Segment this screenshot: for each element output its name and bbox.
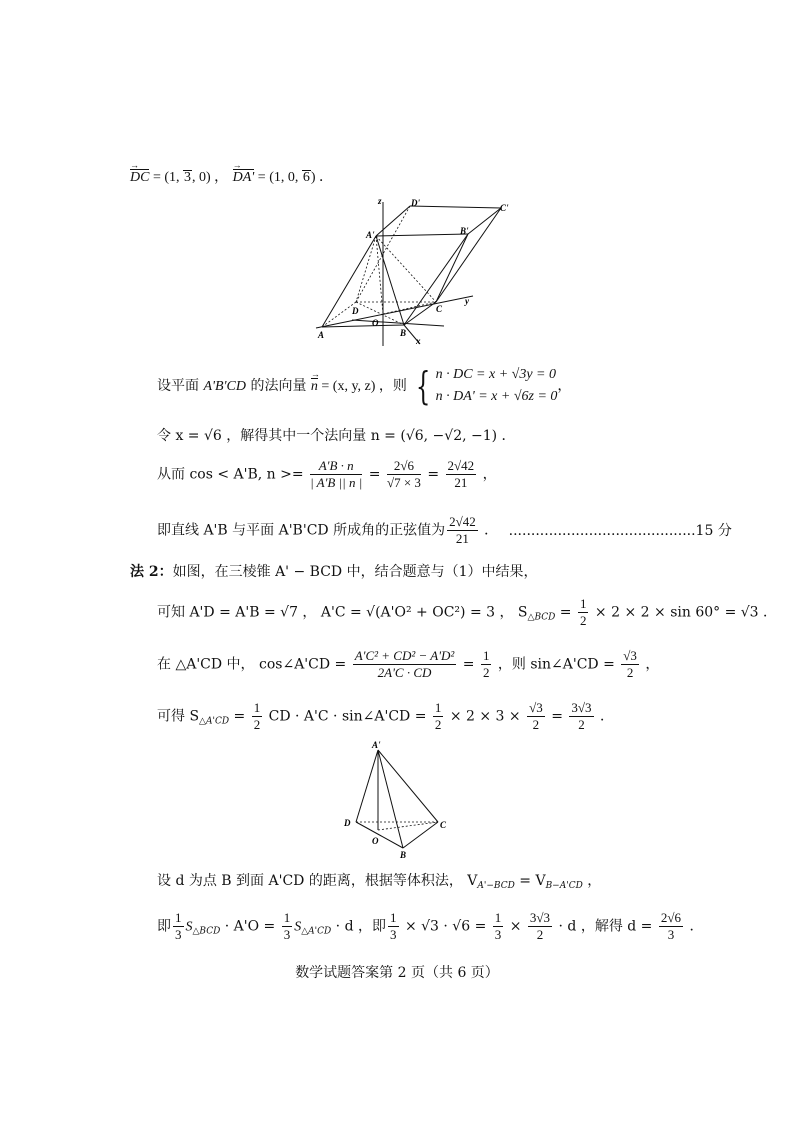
denominator: 21	[454, 475, 468, 490]
denominator: 3	[390, 927, 397, 942]
text-seg: × 2 × 3 ×	[445, 708, 526, 725]
vector-da-prime: DA' →	[233, 170, 255, 186]
label-d: D	[352, 306, 359, 316]
numerator: 3√3	[571, 700, 592, 715]
fraction	[310, 458, 362, 491]
fraction	[493, 910, 504, 943]
label-a-prime: A'	[366, 230, 375, 240]
text-seg: × 2 × 2 × sin 60° = √3 ．	[590, 604, 778, 621]
label-o: O	[372, 836, 379, 846]
label-c: C	[440, 820, 447, 830]
fraction	[659, 910, 683, 943]
cosine-line	[157, 458, 497, 491]
numerator: 1	[253, 700, 261, 715]
subscript: A'−BCD	[477, 881, 515, 891]
vector-dc: DC →	[130, 170, 149, 186]
denominator: 2	[626, 665, 634, 680]
label-o: O	[372, 318, 379, 328]
label-x: x	[416, 336, 421, 346]
fraction	[528, 910, 552, 943]
text-seg: 即直线 A'B 与平面 A'B'CD 所成角的正弦值为	[157, 522, 446, 539]
equation-1: n · DC = x + √3y = 0	[435, 367, 556, 382]
text-seg: ，	[557, 378, 572, 394]
edge-aa	[322, 236, 376, 327]
numerator: A'B · n	[310, 458, 362, 475]
solution-line	[157, 425, 516, 445]
denominator: 2A'C · CD	[377, 665, 432, 680]
text-seg: ，	[478, 466, 497, 483]
denominator: 2	[253, 717, 261, 732]
subscript: △BCD	[192, 926, 221, 937]
label-a-prime: A'	[372, 740, 381, 750]
denominator: 2	[579, 613, 587, 628]
label-d-prime: D'	[411, 198, 420, 208]
denominator: √7 × 3	[386, 475, 421, 490]
text-seg: 设 d 为点 B 到面 A'CD 的距离，根据等体积法， V	[157, 873, 478, 889]
fraction	[173, 910, 184, 943]
label-a: A	[318, 330, 325, 340]
numerator: √3	[529, 700, 543, 715]
text-seg: 的法向量	[246, 378, 311, 394]
text-seg: CD · A'C · sin∠A'CD =	[264, 708, 431, 725]
denominator: 3	[175, 927, 182, 942]
denominator: 3	[494, 927, 502, 942]
fraction	[446, 458, 477, 491]
text-seg: =	[364, 466, 385, 483]
edge-dc-prime	[410, 206, 501, 208]
vector-values-line	[130, 166, 333, 186]
numerator: 1	[434, 700, 442, 715]
equal-volume-line	[157, 870, 601, 891]
fraction	[569, 700, 593, 733]
lengths-line	[157, 596, 777, 629]
text-seg: =	[229, 708, 250, 725]
score-marker: ..........................................15 分	[508, 522, 732, 539]
denominator: 3	[283, 927, 291, 942]
text-seg: 可得 S	[157, 708, 200, 725]
cosine-law-line	[157, 648, 659, 681]
text-seg: 即	[157, 918, 171, 935]
text-seg: 令 x = √6 ，解得其中一个法向量 n = (√6, −√2, −1) ．	[157, 428, 516, 444]
edge-a-prime-d	[356, 236, 376, 302]
denominator: 21	[455, 531, 469, 546]
edge-ab-base	[322, 325, 404, 327]
text-seg: ×	[505, 918, 526, 935]
edge-bc	[403, 822, 438, 848]
text-seg: · d ，即	[331, 918, 386, 935]
text-seg: ，	[582, 873, 602, 889]
numerator: 1	[494, 910, 502, 925]
label-z: z	[378, 196, 382, 206]
sqrt-6	[302, 170, 311, 185]
text-seg: ．	[685, 918, 704, 935]
normal-vector: n →	[311, 379, 318, 395]
text-seg: = V	[514, 873, 546, 889]
fraction	[387, 458, 421, 491]
edge-db	[356, 822, 403, 848]
normal-vector-line	[157, 364, 571, 408]
area-line	[157, 700, 614, 733]
text-seg: = (1, 0,	[254, 170, 302, 185]
numerator: A'C² + CD² − A'D²	[354, 648, 455, 663]
label-b: B	[400, 850, 407, 860]
edge-bc-prime	[468, 208, 501, 234]
text-seg: 在 △A'CD 中， cos∠A'CD =	[157, 656, 351, 673]
figure-tetrahedron	[338, 738, 458, 862]
method-label: 法 2：	[130, 564, 173, 580]
fraction	[621, 648, 639, 681]
text-seg: =	[422, 466, 444, 483]
fraction	[388, 910, 399, 943]
numerator: √3	[623, 648, 637, 663]
text-seg: 设平面	[157, 378, 204, 394]
numerator: 1	[482, 648, 490, 663]
plane-name: A'B'CD	[203, 379, 246, 394]
page-footer: 数学试题答案第 2 页（共 6 页）	[295, 965, 499, 981]
numerator: 2√42	[449, 514, 476, 529]
figure-parallelepiped	[308, 194, 528, 348]
subscript: △A'CD	[301, 926, 332, 937]
text-seg: =	[458, 656, 479, 673]
text-seg: = (x, y, z) ，则	[317, 379, 407, 394]
numerator: 1	[175, 910, 182, 925]
system-brace: {	[416, 364, 431, 408]
denominator: 2	[578, 717, 585, 732]
text-seg: ，	[640, 656, 660, 673]
text-seg: =	[546, 708, 568, 725]
method2-heading	[130, 561, 538, 581]
sqrt-content: 6	[302, 170, 310, 185]
text-seg: × √3 · √6 =	[400, 918, 491, 935]
fraction	[433, 700, 444, 733]
edge-c-prime-c	[436, 208, 501, 302]
text-seg: = (1,	[149, 170, 184, 185]
text-seg: ．	[595, 708, 614, 725]
subscript: △BCD	[527, 612, 556, 623]
edge-b-prime-c	[436, 234, 468, 302]
numerator: 2√6	[387, 458, 421, 475]
sine-result-line	[157, 514, 732, 547]
numerator: 3√3	[529, 910, 551, 925]
label-c: C	[436, 304, 443, 314]
fraction	[252, 700, 263, 733]
fraction	[282, 910, 293, 943]
label-c-prime: C'	[500, 203, 509, 213]
numerator: 1	[390, 910, 397, 925]
denominator: | A'B || n |	[310, 475, 363, 490]
hidden-edges	[322, 206, 436, 327]
numerator: 1	[283, 910, 291, 925]
fraction	[527, 700, 545, 733]
edge-ad-prime	[376, 206, 410, 236]
sqrt-3	[183, 170, 192, 185]
denominator: 2	[434, 717, 442, 732]
text-seg: 从而 cos < A'B, n >=	[157, 466, 309, 483]
text-seg: 如图，在三棱锥 A' − BCD 中，结合题意与（1）中结果，	[172, 564, 538, 580]
fraction	[447, 514, 478, 547]
text-seg: · A'O =	[220, 918, 280, 935]
text-seg: S	[185, 919, 193, 935]
equation-system	[436, 364, 558, 408]
text-seg: =	[555, 604, 576, 621]
distance-line	[157, 910, 703, 943]
text-seg: ) ．	[310, 170, 334, 185]
denominator: 2	[532, 717, 540, 732]
label-y: y	[465, 296, 469, 306]
fraction	[481, 648, 492, 681]
label-b: B	[400, 328, 407, 338]
numerator: 1	[579, 596, 587, 611]
text-seg: , 0) ，	[192, 170, 229, 185]
numerator: 2√42	[447, 458, 475, 473]
label-d: D	[344, 818, 351, 828]
edge-ab-prime	[376, 234, 468, 236]
denominator: 2	[482, 665, 490, 680]
subscript: B−A'CD	[545, 881, 583, 891]
tetra-solid-edges	[356, 750, 438, 848]
solid-edges	[316, 202, 501, 346]
denominator: 3	[667, 927, 675, 942]
sqrt-content: 3	[184, 170, 192, 185]
equation-2: n · DA' = x + √6z = 0	[435, 389, 558, 404]
fraction	[353, 648, 457, 681]
text-seg: · d ，解得 d =	[554, 918, 657, 935]
numerator: 2√6	[660, 910, 682, 925]
edge-a-prime-d	[356, 750, 378, 822]
text-seg: S	[294, 919, 302, 935]
subscript: △A'CD	[199, 716, 230, 727]
text-seg: 可知 A'D = A'B = √7 ， A'C = √(A'O² + OC²) = 3 ， S	[157, 604, 528, 621]
denominator: 2	[536, 927, 544, 942]
fraction	[578, 596, 589, 629]
text-seg: ，则 sin∠A'CD =	[493, 656, 620, 673]
text-seg: ．	[479, 522, 499, 539]
label-b-prime: B'	[460, 226, 469, 236]
